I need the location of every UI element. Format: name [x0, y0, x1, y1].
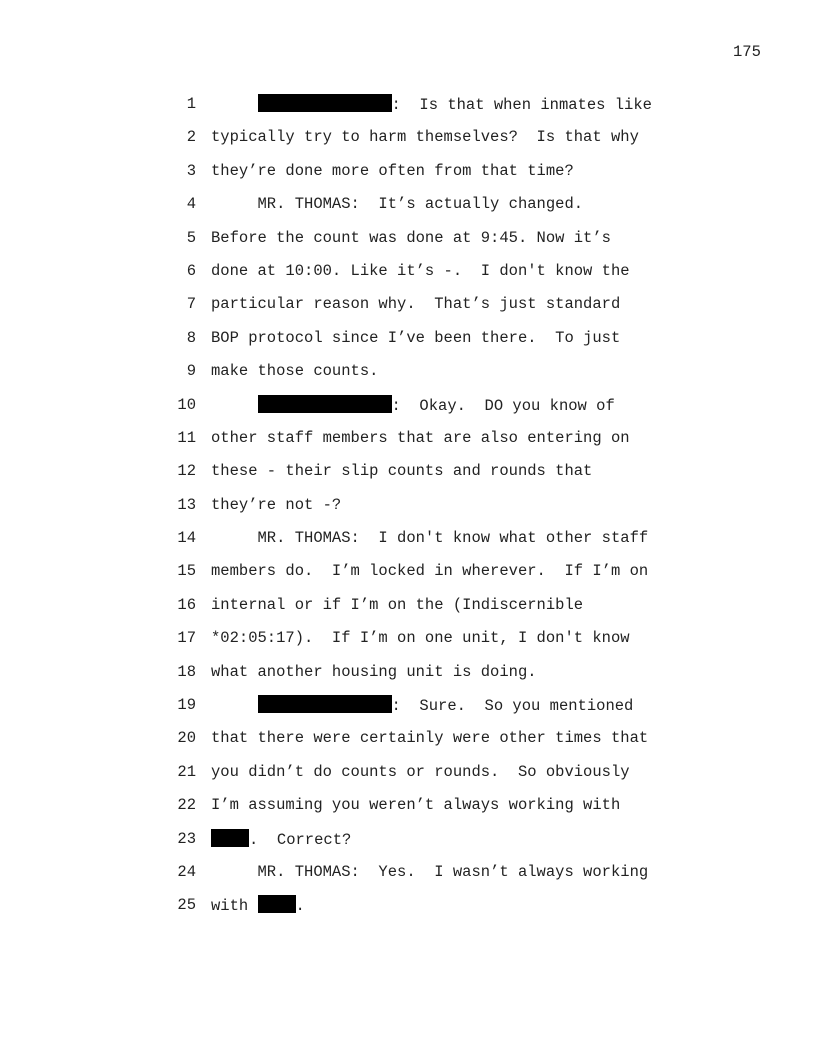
line-text: they’re not -? [211, 495, 342, 514]
line-body: : Sure. So you mentioned [391, 697, 634, 716]
transcript-line [0, 194, 816, 227]
line-text: internal or if I’m on the (Indiscernible [211, 595, 584, 614]
line-text [211, 94, 652, 115]
line-number: 16 [177, 595, 196, 614]
redacted-speaker-box [258, 695, 392, 713]
line-text: members do. I’m locked in wherever. If I’m on [211, 562, 649, 581]
line-number: 17 [177, 629, 196, 648]
transcript-line [0, 395, 816, 428]
redacted-speaker-box [258, 395, 392, 413]
line-prefix [211, 96, 258, 114]
line-number: 11 [177, 428, 196, 447]
transcript-line [0, 127, 816, 160]
redacted-name-box [211, 829, 249, 847]
page-number: 175 [733, 43, 761, 61]
transcript-line [0, 294, 816, 327]
transcript-line [0, 94, 816, 127]
line-text [211, 895, 305, 916]
transcript-line [0, 361, 816, 394]
transcript-line [0, 595, 816, 628]
transcript-line [0, 261, 816, 294]
redacted-name-box [258, 895, 296, 913]
line-number: 18 [177, 662, 196, 681]
transcript-line [0, 228, 816, 261]
line-number: 14 [177, 529, 196, 548]
line-body: : Is that when inmates like [391, 96, 652, 114]
line-text: particular reason why. That’s just standard [211, 295, 621, 314]
redacted-speaker-box [258, 94, 392, 112]
line-number: 15 [177, 562, 196, 581]
line-prefix [211, 397, 258, 415]
line-number: 21 [177, 762, 196, 781]
transcript-line [0, 561, 816, 594]
transcript-line [0, 728, 816, 761]
line-number: 4 [186, 195, 196, 214]
transcript-line [0, 662, 816, 695]
line-text: that there were certainly were other times that [211, 729, 649, 748]
line-prefix [211, 697, 258, 715]
line-number: 23 [177, 829, 196, 848]
line-text: BOP protocol since I’ve been there. To just [211, 328, 621, 347]
line-text: typically try to harm themselves? Is that why [211, 128, 639, 147]
line-text [211, 395, 615, 416]
transcript-line [0, 461, 816, 494]
line-number: 3 [186, 161, 196, 180]
line-number: 19 [177, 696, 196, 715]
line-number: 1 [186, 95, 196, 113]
line-number: 8 [186, 328, 196, 347]
line-number: 9 [186, 362, 196, 381]
transcript-line [0, 161, 816, 194]
line-number: 5 [186, 228, 196, 247]
transcript-line [0, 862, 816, 895]
line-text: they’re done more often from that time? [211, 161, 574, 180]
line-text: Before the count was done at 9:45. Now it’s [211, 228, 611, 247]
transcript-line [0, 495, 816, 528]
line-text: I’m assuming you weren’t always working with [211, 796, 621, 815]
line-prefix: with [211, 897, 258, 916]
transcript-line [0, 762, 816, 795]
line-number: 12 [177, 462, 196, 481]
line-text: these - their slip counts and rounds that [211, 462, 593, 481]
line-text: make those counts. [211, 362, 379, 381]
transcript-line [0, 895, 816, 928]
transcript-line [0, 328, 816, 361]
line-number: 6 [186, 261, 196, 280]
line-text: MR. THOMAS: Yes. I wasn’t always working [211, 862, 649, 881]
transcript-line [0, 829, 816, 862]
line-number: 10 [177, 395, 196, 414]
line-text: what another housing unit is doing. [211, 662, 537, 681]
transcript-line [0, 695, 816, 728]
line-body: . Correct? [249, 830, 352, 849]
line-number: 25 [177, 896, 196, 915]
transcript-line [0, 528, 816, 561]
line-text: done at 10:00. Like it’s -. I don't know the [211, 261, 630, 280]
line-number: 2 [186, 128, 196, 147]
line-text [211, 695, 633, 716]
line-number: 20 [177, 729, 196, 748]
line-text: you didn’t do counts or rounds. So obviously [211, 762, 630, 781]
line-text: MR. THOMAS: It’s actually changed. [211, 195, 584, 214]
line-text: other staff members that are also entering on [211, 428, 630, 447]
line-number: 7 [186, 295, 196, 314]
line-number: 24 [177, 862, 196, 881]
line-body: : Okay. DO you know of [391, 396, 615, 415]
transcript-line [0, 795, 816, 828]
transcript-line [0, 628, 816, 661]
line-number: 22 [177, 796, 196, 815]
line-number: 13 [177, 495, 196, 514]
line-body: . [295, 897, 305, 916]
line-text [211, 829, 351, 850]
transcript-line [0, 428, 816, 461]
line-text: MR. THOMAS: I don't know what other staff [211, 529, 649, 548]
transcript-body [0, 94, 816, 929]
line-text: *02:05:17). If I’m on one unit, I don't know [211, 629, 630, 648]
